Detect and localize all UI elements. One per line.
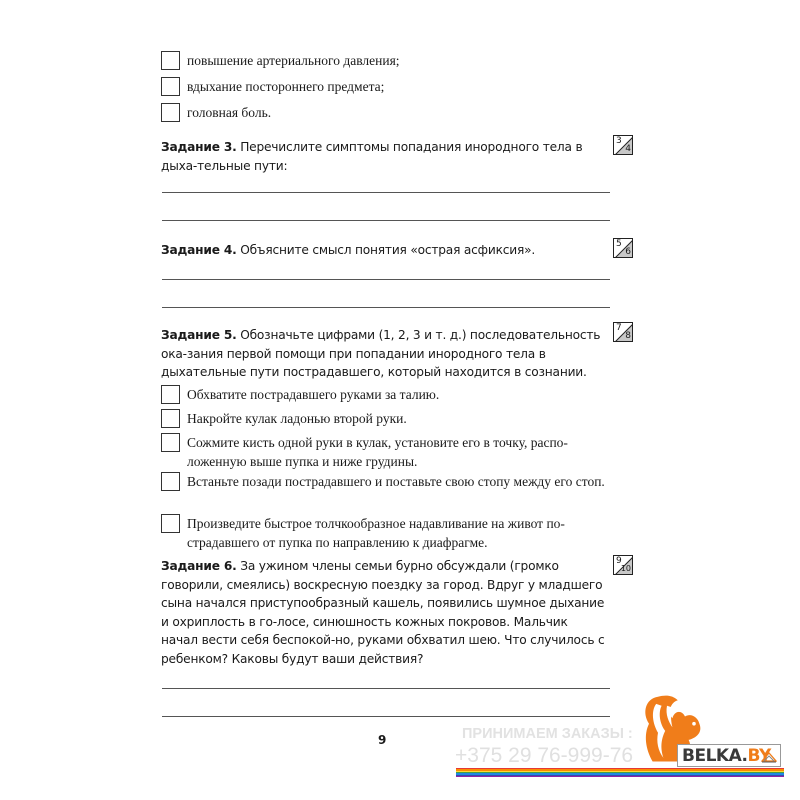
option-headache <box>161 103 611 122</box>
option-text: Произведите быстрое толчкообразное надавливание на живот по-страдавшего от пупка по направлению к диафрагме. <box>187 516 565 550</box>
logo-main-text: BELKA. <box>682 746 748 766</box>
task-text: Перечислите симптомы попадания инородного тела в дыха-тельные пути: <box>161 140 583 173</box>
score-box-task-6 <box>613 555 633 575</box>
score-value: 10 <box>620 564 631 573</box>
task-label: Задание 5. <box>161 328 237 342</box>
option-text: Встаньте позади пострадавшего и поставьте свою стопу между его стоп. <box>187 474 605 489</box>
option-text: головная боль. <box>187 105 272 120</box>
step-option <box>161 514 611 552</box>
score-box-task-3 <box>613 135 633 155</box>
step-option <box>161 433 611 471</box>
task-label: Задание 6. <box>161 559 237 573</box>
option-foreign-object <box>161 77 611 96</box>
task-text: Обозначьте цифрами (1, 2, 3 и т. д.) последовательность ока-зания первой помощи при попадании инородного тела в дыхательные пути пострадавшего, который находится в сознании. <box>161 328 601 379</box>
score-max: 5 <box>616 239 622 249</box>
rainbow-stripe <box>456 768 784 776</box>
page-number: 9 <box>378 733 387 747</box>
task-label: Задание 4. <box>161 243 237 257</box>
watermark-orders-text: ПРИНИМАЕМ ЗАКАЗЫ : <box>462 726 633 742</box>
step-number-box[interactable] <box>161 514 180 533</box>
task-text: За ужином члены семьи бурно обсуждали (громко говорили, смеялись) воскресную поездку за город. Вдруг у младшего сына начался приступообразный кашель, появились шумное дыхание и охриплость в го-лосе, синюшность кожных покровов. Мальчик начал вести себя беспокой-но, руками обхватил шею. Что случилось с ребенком? Каковы будут ваши действия? <box>161 559 605 666</box>
answer-line[interactable] <box>162 220 610 221</box>
step-number-box[interactable] <box>161 385 180 404</box>
task-6 <box>161 557 606 668</box>
option-text: Накройте кулак ладонью второй руки. <box>187 411 407 426</box>
task-label: Задание 3. <box>161 140 237 154</box>
answer-line[interactable] <box>162 688 610 689</box>
task-5 <box>161 326 606 382</box>
answer-line[interactable] <box>162 279 610 280</box>
checkbox[interactable] <box>161 103 180 122</box>
book-icon <box>761 749 777 763</box>
step-number-box[interactable] <box>161 433 180 452</box>
score-max: 7 <box>616 323 622 333</box>
score-box-task-5 <box>613 322 633 342</box>
option-text: Обхватите пострадавшего руками за талию. <box>187 387 440 402</box>
score-value: 4 <box>625 144 631 154</box>
score-max: 3 <box>616 136 622 146</box>
step-option <box>161 409 611 428</box>
belka-logo <box>677 744 781 767</box>
answer-line[interactable] <box>162 716 610 717</box>
score-value: 6 <box>625 247 631 257</box>
step-option <box>161 385 611 404</box>
score-value: 8 <box>625 331 631 341</box>
task-3 <box>161 138 606 175</box>
score-max: 9 <box>616 556 622 566</box>
answer-line[interactable] <box>162 192 610 193</box>
option-text: повышение артериального давления; <box>187 53 400 68</box>
task-4 <box>161 241 606 260</box>
option-blood-pressure <box>161 51 611 70</box>
answer-line[interactable] <box>162 307 610 308</box>
score-box-task-4 <box>613 238 633 258</box>
task-text: Объясните смысл понятия «острая асфиксия». <box>236 243 536 257</box>
logo-accent-text: BY <box>747 746 771 766</box>
step-number-box[interactable] <box>161 409 180 428</box>
option-text: Сожмите кисть одной руки в кулак, установите его в точку, распо-ложенную выше пупка и ниже грудины. <box>187 435 568 469</box>
checkbox[interactable] <box>161 51 180 70</box>
watermark-phone: +375 29 76-999-76 <box>455 744 634 767</box>
option-text: вдыхание постороннего предмета; <box>187 79 385 94</box>
checkbox[interactable] <box>161 77 180 96</box>
step-option <box>161 472 611 491</box>
rainbow-band <box>456 776 784 777</box>
step-number-box[interactable] <box>161 472 180 491</box>
